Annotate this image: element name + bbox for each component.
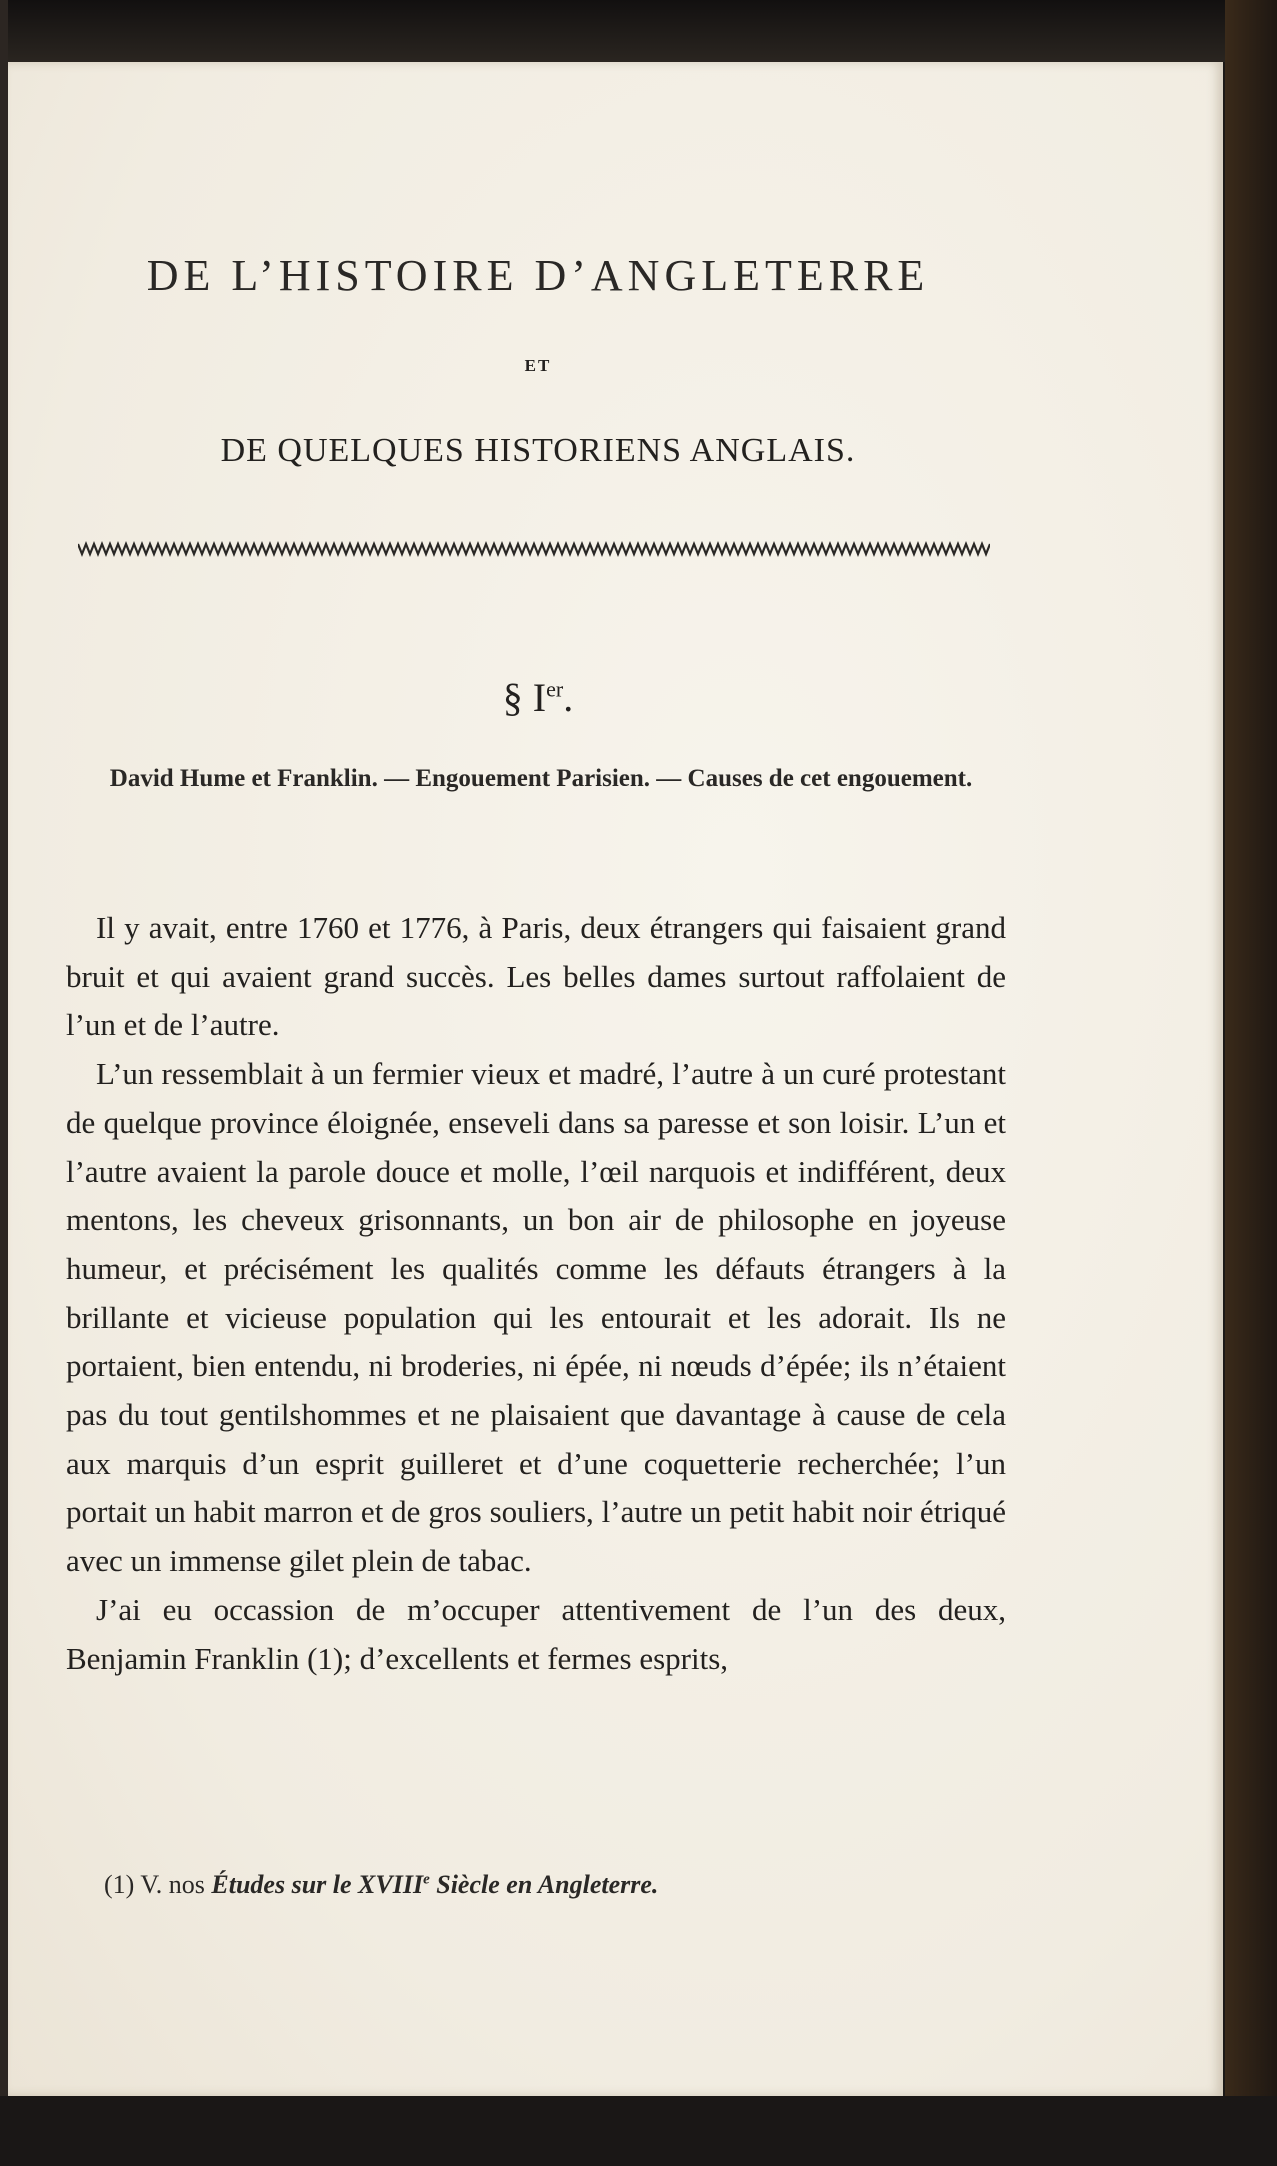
section-superscript: er bbox=[546, 676, 564, 702]
paragraph: J’ai eu occassion de m’occuper attentivement de l’un des deux, Benjamin Franklin (1); d’excellents et fermes esprits, bbox=[66, 1591, 1006, 1676]
chapter-subtitle: DE QUELQUES HISTORIENS ANGLAIS. bbox=[220, 432, 856, 469]
section-suffix: . bbox=[563, 675, 574, 720]
section-number: § I bbox=[502, 675, 547, 720]
footnote bbox=[104, 1870, 1004, 1900]
footnote-title: Études sur le XVIIIe Siècle en Angleterre. bbox=[211, 1870, 659, 1899]
book-page bbox=[8, 62, 1223, 2096]
footnote-prefix: (1) V. nos bbox=[104, 1870, 212, 1899]
scan-border-top bbox=[0, 0, 1277, 62]
paragraph: L’un ressemblait à un fermier vieux et madré, l’autre à un curé protestant de quelque province éloignée, enseveli dans sa paresse et son loisir. L’un et l’autre avaient la parole douce et molle, l’œil narquois et indifférent, deux mentons, les cheveux grisonnants, un bon air de philosophe en joyeuse humeur, et précisément les qualités comme les défauts étrangers à la brillante et vicieuse population qui les entourait et les adorait. Ils ne portaient, bien entendu, ni broderies, ni épée, ni nœuds d’épée; ils n’étaient pas du tout gentilshommes et ne plaisaient que davantage à cause de cela aux marquis d’un esprit guilleret et d’une coquetterie recherchée; l’un portait un habit marron et de gros souliers, l’autre un petit habit noir étriqué avec un immense gilet plein de tabac. bbox=[66, 1056, 1006, 1579]
title-conjunction: ET bbox=[524, 356, 552, 375]
section-heading bbox=[8, 674, 1068, 721]
scan-border-bottom bbox=[0, 2096, 1277, 2166]
paragraph: Il y avait, entre 1760 et 1776, à Paris, deux étrangers qui faisaient grand bruit et qui avaient grand succès. Les belles dames surtout raffolaient de l’un et de l’autre. bbox=[66, 910, 1006, 1043]
body-text bbox=[66, 904, 1006, 1683]
section-summary: David Hume et Franklin. — Engouement Parisien. — Causes de cet engouement. bbox=[109, 765, 973, 792]
scan-border-right bbox=[1225, 0, 1277, 2166]
scan-border-left bbox=[0, 0, 8, 2166]
chapter-title: DE L’HISTOIRE D’ANGLETERRE bbox=[146, 251, 930, 300]
decorative-rule bbox=[78, 540, 990, 558]
